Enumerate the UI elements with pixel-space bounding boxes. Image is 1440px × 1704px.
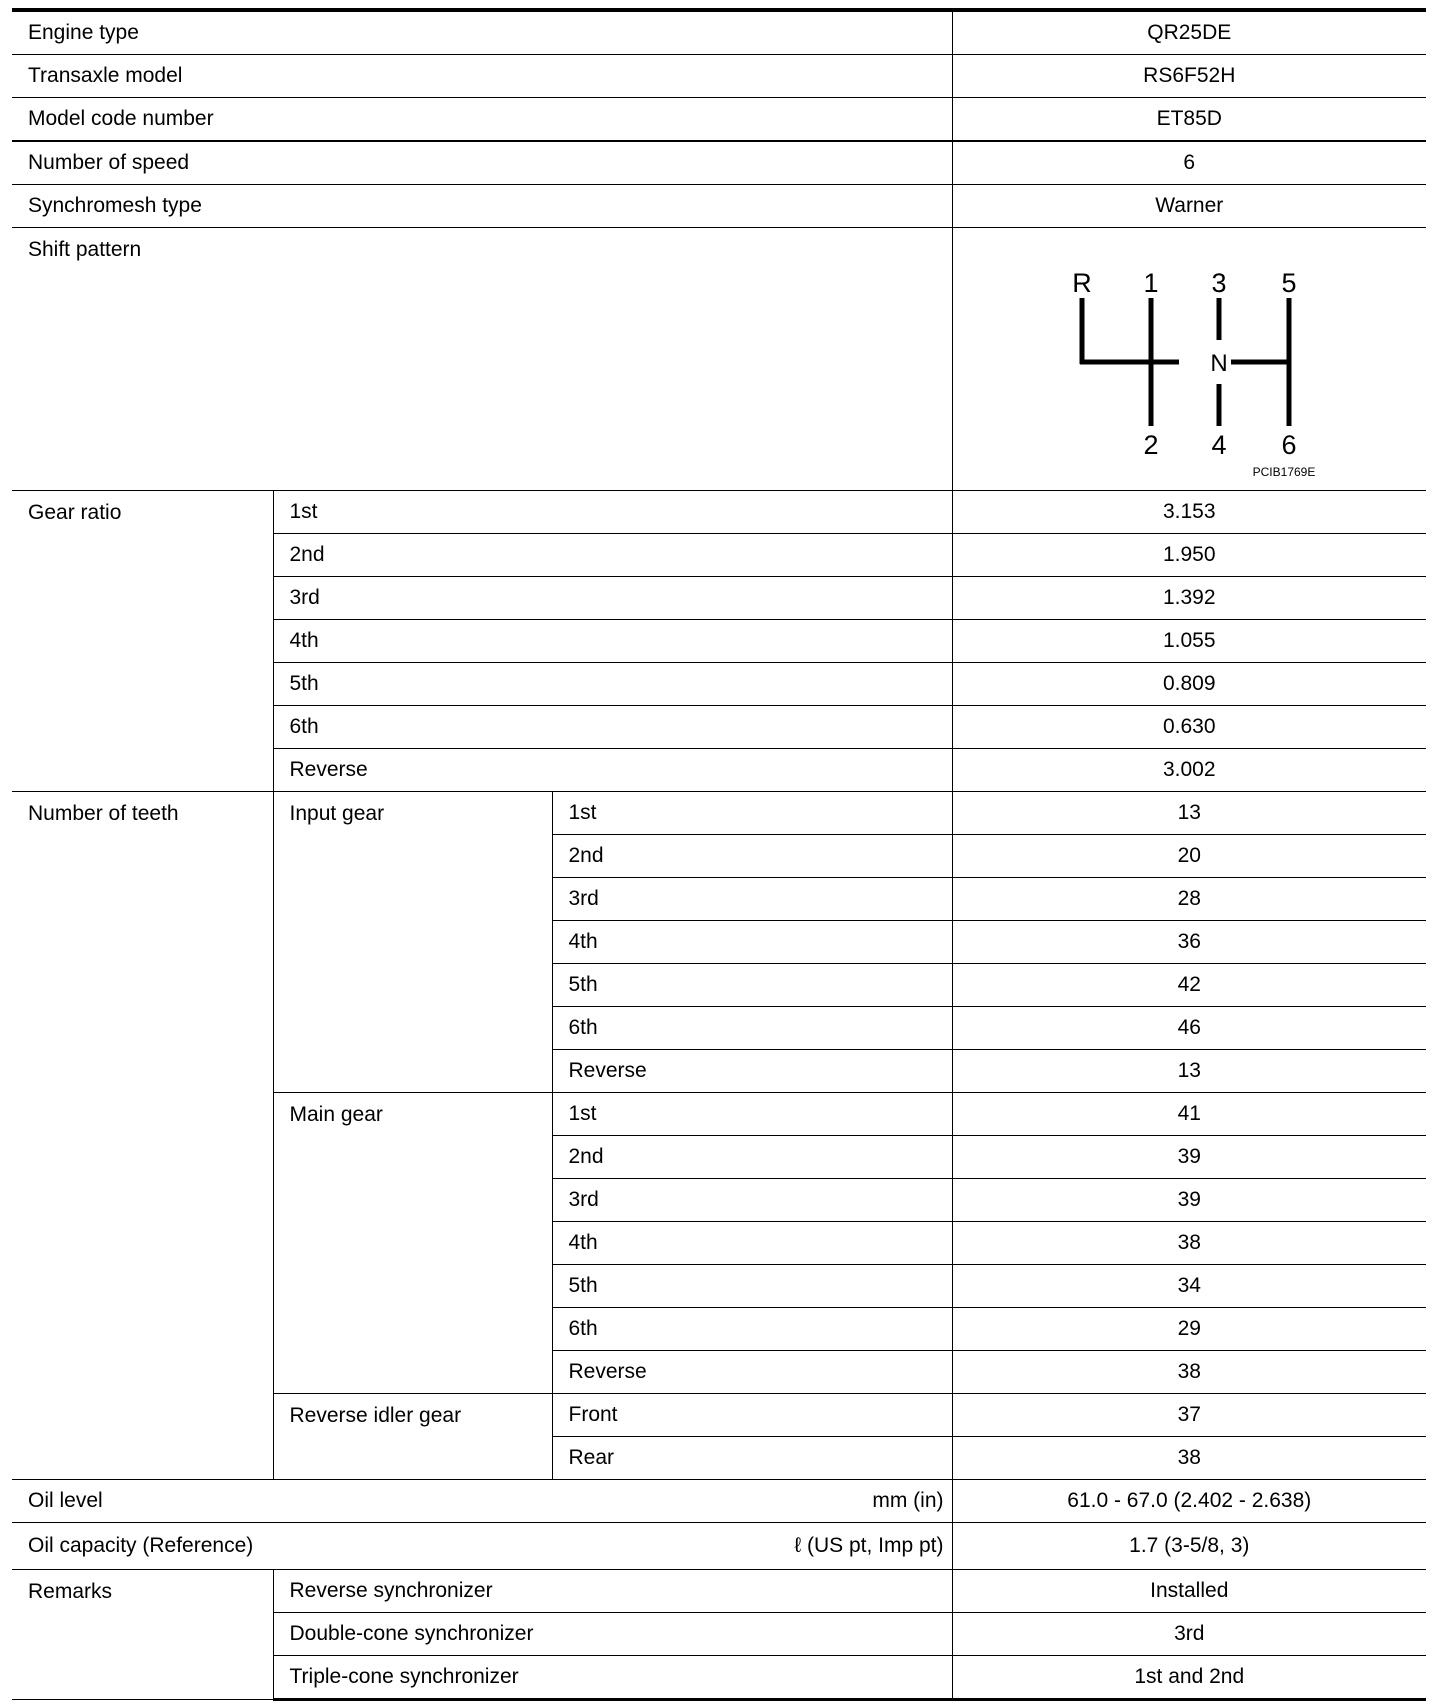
oil-level-label: Oil level (28, 1489, 103, 1513)
row-model-code (12, 98, 1426, 142)
teeth-gear: Reverse (552, 1050, 952, 1093)
teeth-gear: 6th (552, 1308, 952, 1351)
teeth-gear: 2nd (552, 835, 952, 878)
input-gear-label: Input gear (273, 792, 552, 1093)
row-shift-pattern (12, 228, 1426, 491)
neutral-label: N (1209, 350, 1228, 377)
gear-ratio-row (12, 491, 1426, 534)
teeth-gear: Reverse (552, 1351, 952, 1394)
teeth-value: 46 (952, 1007, 1426, 1050)
remarks-item-name: Triple-cone synchronizer (273, 1656, 952, 1700)
teeth-gear: 1st (552, 792, 952, 835)
oil-capacity-label-cell (12, 1523, 952, 1570)
row-engine-type (12, 10, 1426, 55)
remarks-item-value: Installed (952, 1570, 1426, 1613)
teeth-value: 39 (952, 1179, 1426, 1222)
gear-ratio-value: 1.950 (952, 534, 1426, 577)
gear-ratio-gear: 5th (273, 663, 952, 706)
teeth-gear: 5th (552, 964, 952, 1007)
model-code-value: ET85D (952, 98, 1426, 142)
teeth-value: 38 (952, 1222, 1426, 1265)
teeth-row (12, 792, 1426, 835)
remarks-row (12, 1570, 1426, 1613)
teeth-value: 38 (952, 1351, 1426, 1394)
row-oil-capacity (12, 1523, 1426, 1570)
engine-type-label: Engine type (12, 10, 952, 55)
teeth-gear: 2nd (552, 1136, 952, 1179)
teeth-label: Number of teeth (12, 792, 273, 1480)
shift-pattern-diagram (953, 228, 1427, 490)
gear-ratio-gear: 1st (273, 491, 952, 534)
teeth-gear: 6th (552, 1007, 952, 1050)
oil-level-value: 61.0 - 67.0 (2.402 - 2.638) (952, 1480, 1426, 1523)
gear-ratio-value: 0.630 (952, 706, 1426, 749)
teeth-value: 34 (952, 1265, 1426, 1308)
teeth-value: 29 (952, 1308, 1426, 1351)
remarks-item-value: 1st and 2nd (952, 1656, 1426, 1700)
oil-capacity-value: 1.7 (3-5/8, 3) (952, 1523, 1426, 1570)
number-of-speed-value: 6 (952, 141, 1426, 185)
gate-label-2: 2 (1143, 430, 1159, 460)
number-of-speed-label: Number of speed (12, 141, 952, 185)
shift-pattern-cell (952, 228, 1426, 491)
teeth-gear: Front (552, 1394, 952, 1437)
gear-ratio-value: 3.153 (952, 491, 1426, 534)
figure-code: PCIB1769E (1252, 465, 1315, 479)
transaxle-spec-table (12, 8, 1426, 1701)
teeth-gear: 3rd (552, 878, 952, 921)
gate-label-3: 3 (1211, 268, 1227, 298)
teeth-value: 13 (952, 1050, 1426, 1093)
teeth-value: 38 (952, 1437, 1426, 1480)
teeth-value: 28 (952, 878, 1426, 921)
synchromesh-label: Synchromesh type (12, 185, 952, 228)
teeth-value: 20 (952, 835, 1426, 878)
oil-capacity-label: Oil capacity (Reference) (28, 1534, 254, 1558)
teeth-value: 39 (952, 1136, 1426, 1179)
transaxle-model-label: Transaxle model (12, 55, 952, 98)
gear-ratio-value: 0.809 (952, 663, 1426, 706)
engine-type-value: QR25DE (952, 10, 1426, 55)
gear-ratio-label: Gear ratio (12, 491, 273, 792)
teeth-value: 36 (952, 921, 1426, 964)
teeth-gear: 1st (552, 1093, 952, 1136)
gate-label-4: 4 (1211, 430, 1227, 460)
main-gear-label: Main gear (273, 1093, 552, 1394)
oil-capacity-unit: ℓ (US pt, Imp pt) (794, 1534, 944, 1558)
gear-ratio-value: 1.392 (952, 577, 1426, 620)
oil-level-unit: mm (in) (872, 1489, 944, 1513)
row-transaxle-model (12, 55, 1426, 98)
gate-label-5: 5 (1281, 268, 1297, 298)
gear-ratio-gear: 4th (273, 620, 952, 663)
row-synchromesh (12, 185, 1426, 228)
model-code-label: Model code number (12, 98, 952, 142)
teeth-value: 13 (952, 792, 1426, 835)
gate-label-6: 6 (1281, 430, 1297, 460)
remarks-item-name: Double-cone synchronizer (273, 1613, 952, 1656)
remarks-item-name: Reverse synchronizer (273, 1570, 952, 1613)
teeth-value: 42 (952, 964, 1426, 1007)
row-number-of-speed (12, 141, 1426, 185)
gate-label-r: R (1071, 268, 1092, 298)
gear-ratio-gear: 6th (273, 706, 952, 749)
teeth-gear: 5th (552, 1265, 952, 1308)
remarks-label: Remarks (12, 1570, 273, 1700)
gear-ratio-value: 1.055 (952, 620, 1426, 663)
gear-ratio-gear: 3rd (273, 577, 952, 620)
gear-ratio-gear: Reverse (273, 749, 952, 792)
gear-ratio-gear: 2nd (273, 534, 952, 577)
teeth-value: 41 (952, 1093, 1426, 1136)
transaxle-model-value: RS6F52H (952, 55, 1426, 98)
reverse-idler-label: Reverse idler gear (273, 1394, 552, 1480)
gate-label-1: 1 (1143, 268, 1159, 298)
teeth-gear: 3rd (552, 1179, 952, 1222)
teeth-gear: 4th (552, 921, 952, 964)
synchromesh-value: Warner (952, 185, 1426, 228)
row-oil-level (12, 1480, 1426, 1523)
gear-ratio-value: 3.002 (952, 749, 1426, 792)
teeth-value: 37 (952, 1394, 1426, 1437)
oil-level-label-cell (12, 1480, 952, 1523)
teeth-gear: 4th (552, 1222, 952, 1265)
shift-pattern-label: Shift pattern (12, 228, 952, 491)
teeth-gear: Rear (552, 1437, 952, 1480)
remarks-item-value: 3rd (952, 1613, 1426, 1656)
